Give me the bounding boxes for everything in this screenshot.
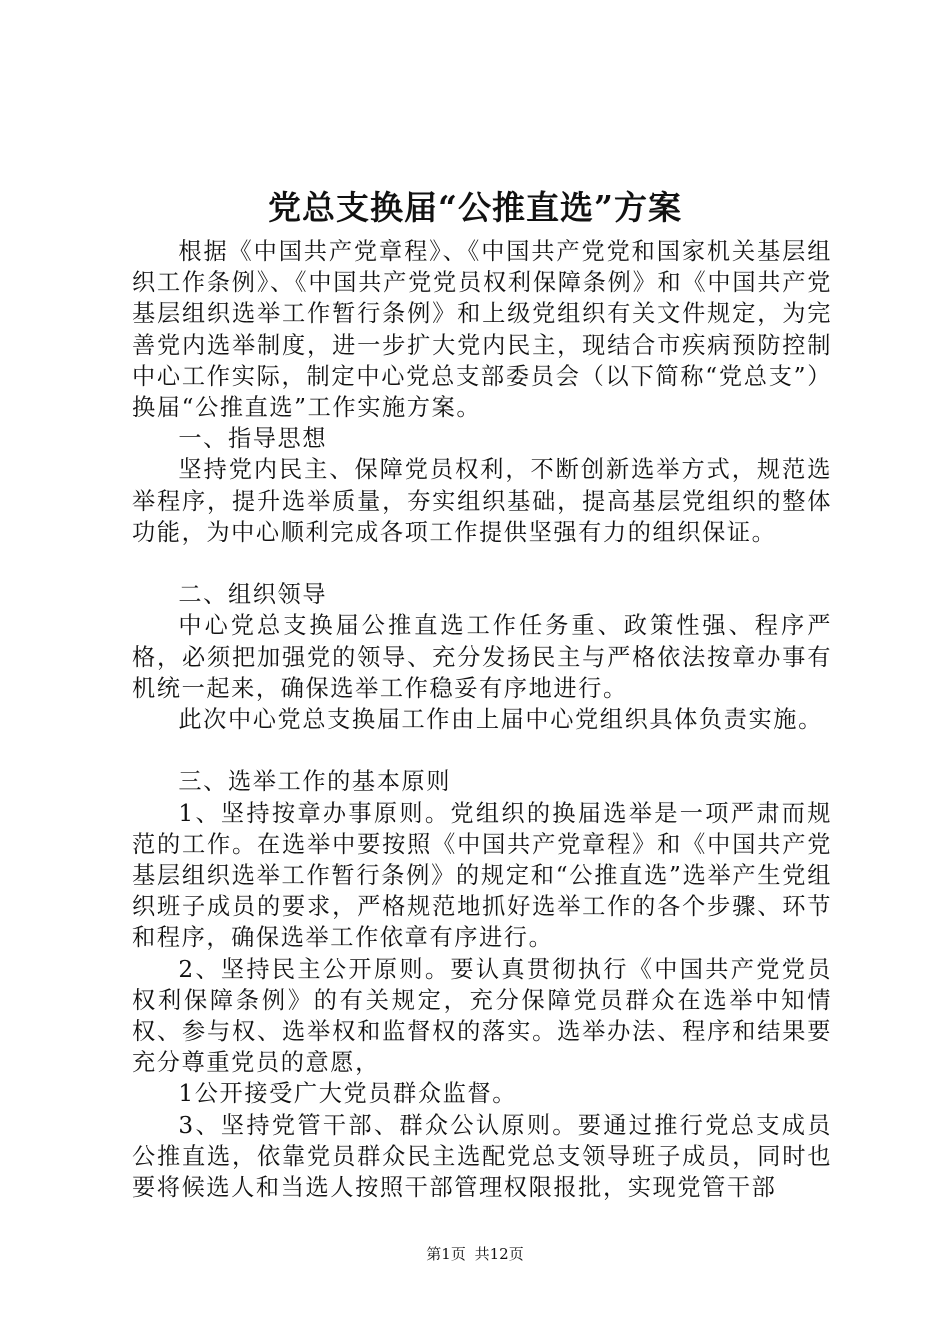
principle-2-paragraph: 2、坚持民主公开原则。要认真贯彻执行《中国共产党党员权利保障条例》的有关规定，充分保障党员群众在选举中知情权、参与权、选举权和监督权的落实。选举办法、程序和结果要充分尊重党员的意愿， xyxy=(132,955,832,1077)
page-number: 第1页 xyxy=(426,1245,466,1263)
principle-2-continuation: 1公开接受广大党员群众监督。 xyxy=(178,1080,517,1108)
intro-paragraph: 根据《中国共产党章程》、《中国共产党党和国家机关基层组织工作条例》、《中国共产党党员权利保障条例》和《中国共产党基层组织选举工作暂行条例》和上级党组织有关文件规定，为完善党内选举制度，进一步扩大党内民主，现结合市疾病预防控制中心工作实际，制定中心党总支部委员会（以下简称“党总支”）换届“公推直选”工作实施方案。 xyxy=(132,238,832,422)
document-title: 党总支换届“公推直选”方案 xyxy=(268,188,682,227)
organization-responsibility-paragraph: 此次中心党总支换届工作由上届中心党组织具体负责实施。 xyxy=(178,706,823,734)
document-body xyxy=(132,236,832,1203)
principle-1-paragraph: 1、坚持按章办事原则。党组织的换届选举是一项严肃而规范的工作。在选举中要按照《中国共产党章程》和《中国共产党基层组织选举工作暂行条例》的规定和“公推直选”选举产生党组织班子成员的要求，严格规范地抓好选举工作的各个步骤、环节和程序，确保选举工作依章有序进行。 xyxy=(132,799,832,952)
total-pages: 共12页 xyxy=(474,1245,524,1263)
principle-3-paragraph: 3、坚持党管干部、群众公认原则。要通过推行党总支成员公推直选，依靠党员群众民主选配党总支领导班子成员，同时也要将候选人和当选人按照干部管理权限报批，实现党管干部 xyxy=(132,1111,832,1202)
section-heading-organization: 二、组织领导 xyxy=(178,581,328,609)
paragraph-gap xyxy=(132,735,832,766)
page-footer xyxy=(0,1242,950,1266)
paragraph-gap xyxy=(132,548,832,579)
section-heading-principles: 三、选举工作的基本原则 xyxy=(178,768,452,796)
organization-paragraph: 中心党总支换届公推直选工作任务重、政策性强、程序严格，必须把加强党的领导、充分发扬民主与严格依法按章办事有机统一起来，确保选举工作稳妥有序地进行。 xyxy=(132,612,832,702)
guiding-thought-paragraph: 坚持党内民主、保障党员权利，不断创新选举方式，规范选举程序，提升选举质量，夯实组织基础，提高基层党组织的整体功能，为中心顺利完成各项工作提供坚强有力的组织保证。 xyxy=(132,456,832,546)
section-heading-guiding-thought: 一、指导思想 xyxy=(178,425,328,453)
